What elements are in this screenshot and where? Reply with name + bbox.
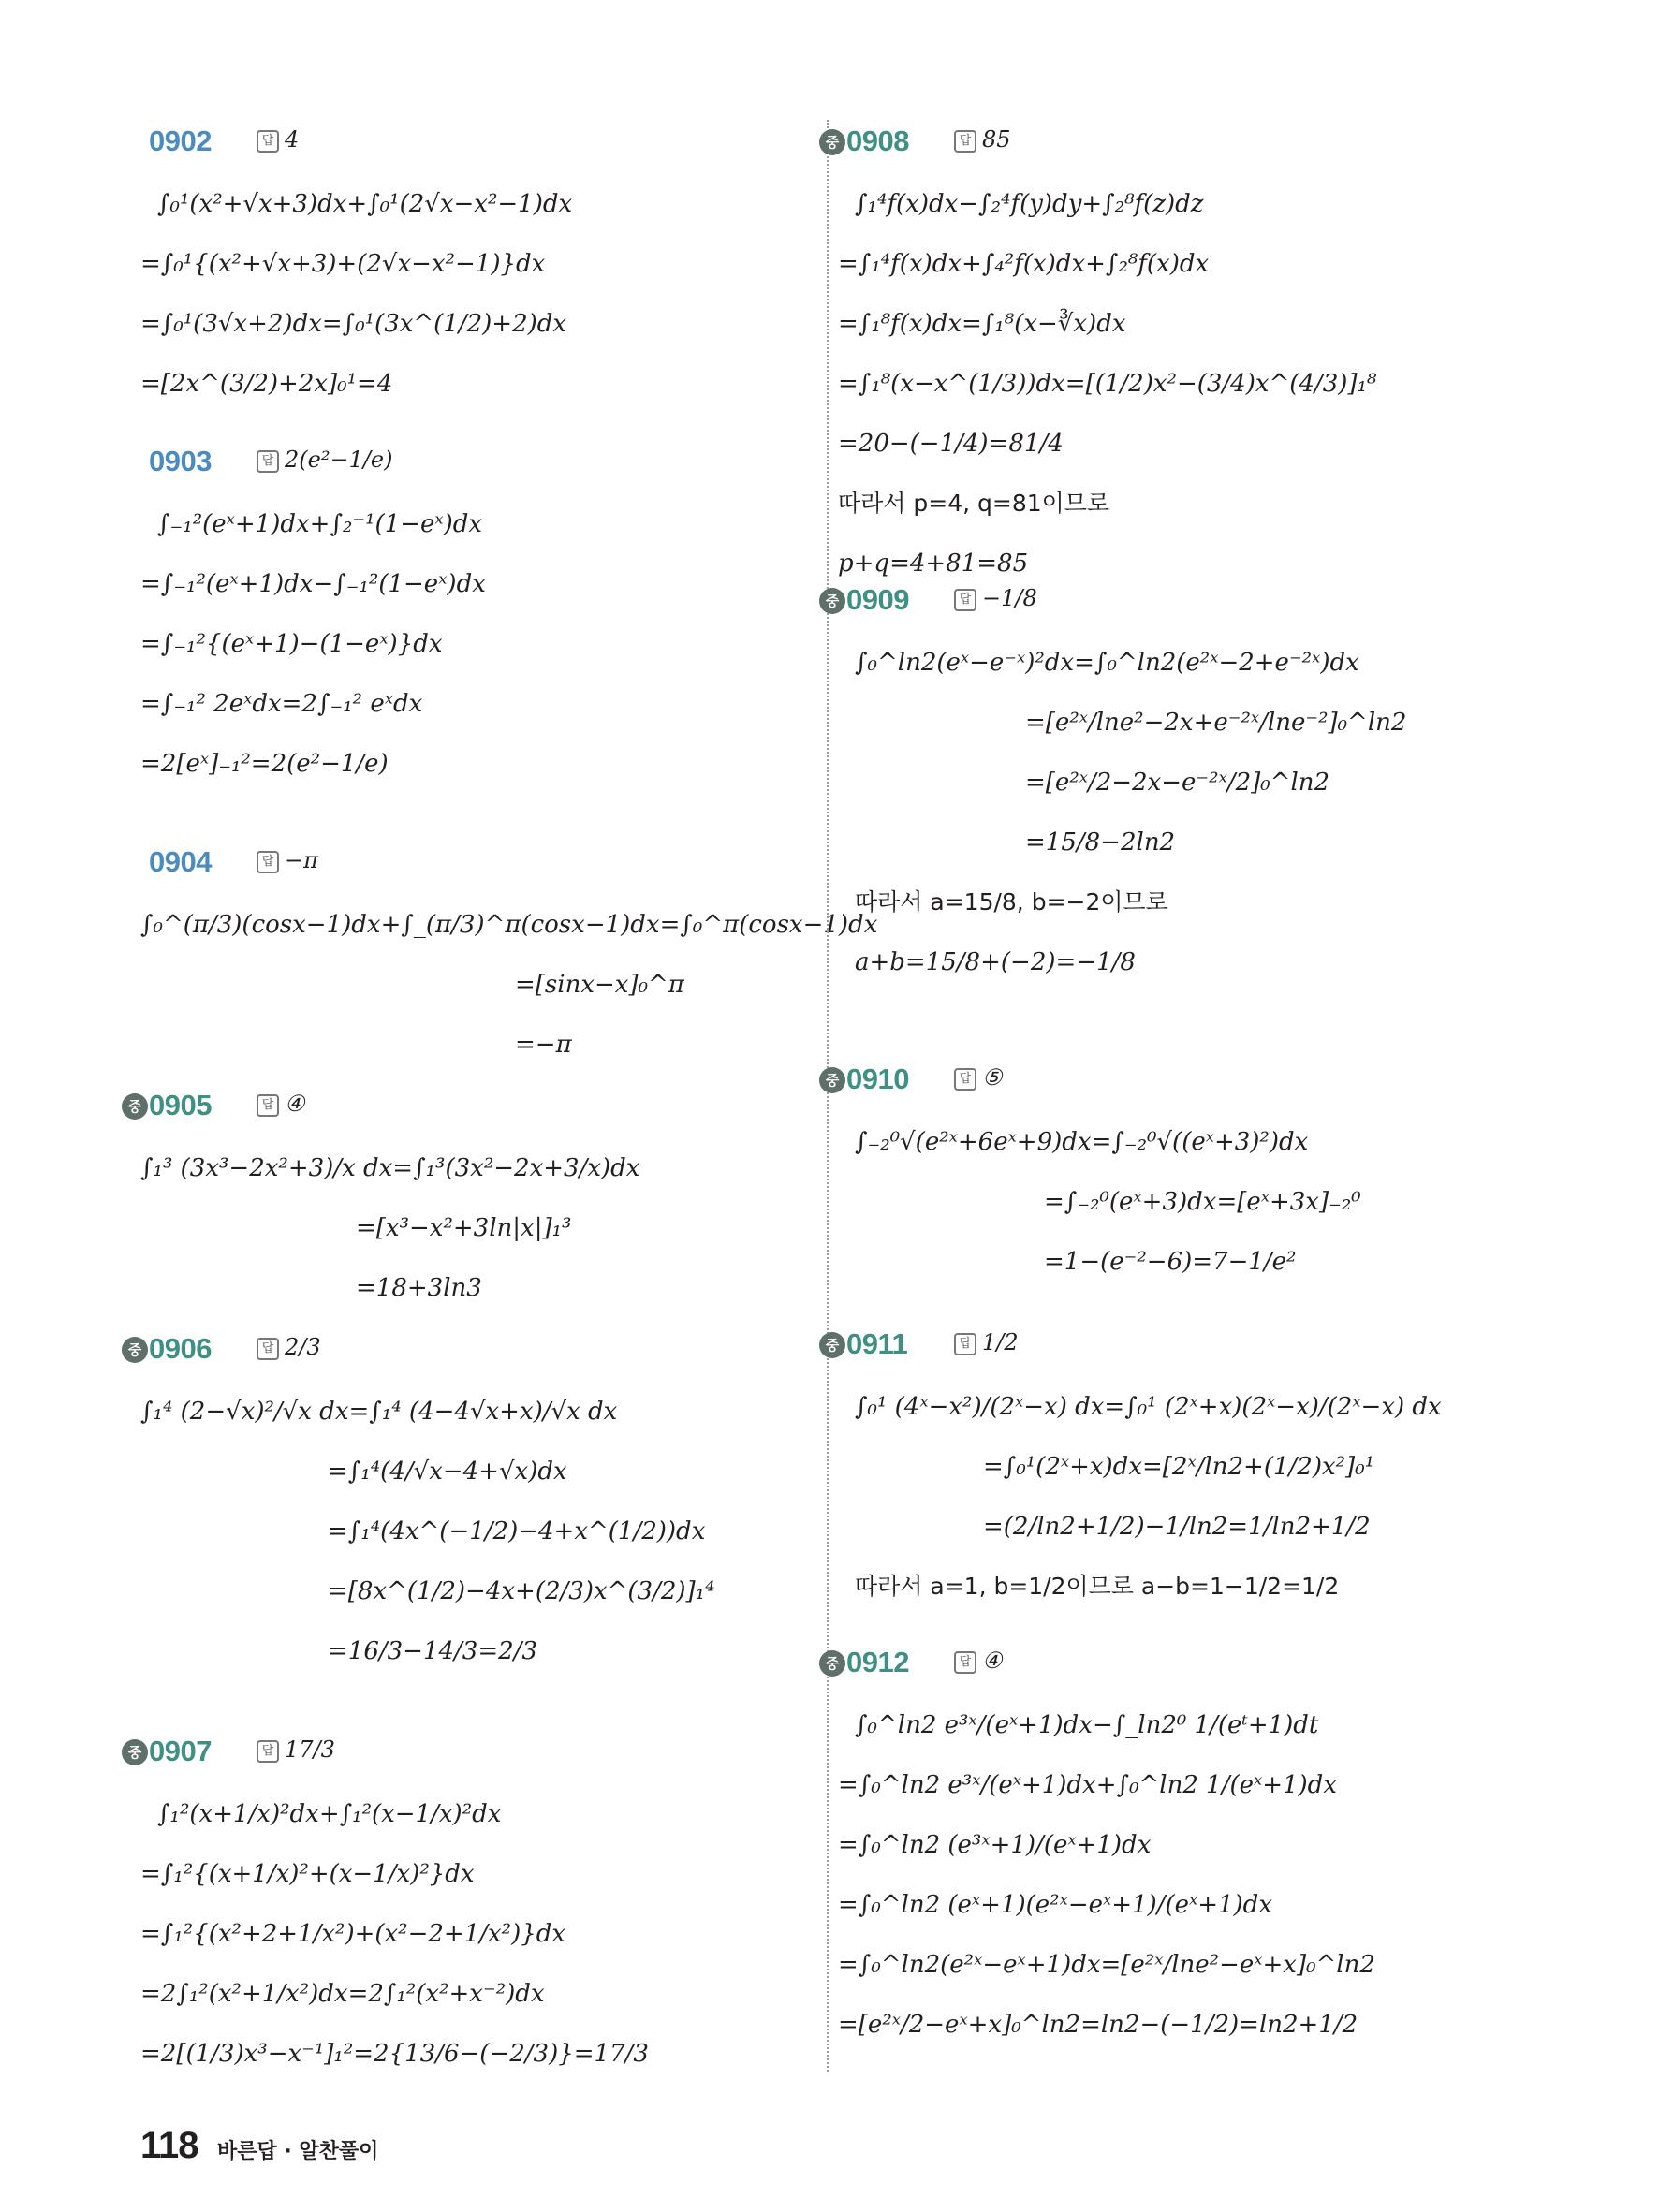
solution-line: =∫₋₁²(eˣ+1)dx−∫₋₁²(1−eˣ)dx (140, 570, 486, 598)
solution-line: ∫₁³ (3x³−2x²+3)/x dx=∫₁³(3x²−2x+3/x)dx (140, 1154, 640, 1182)
solution-line: ∫₁²(x+1/x)²dx+∫₁²(x−1/x)²dx (157, 1800, 502, 1828)
solution-line: ∫₁⁴ (2−√x)²/√x dx=∫₁⁴ (4−4√x+x)/√x dx (140, 1398, 618, 1426)
solution-line: =16/3−14/3=2/3 (328, 1637, 537, 1665)
solution-line: =∫₁⁴(4/√x−4+√x)dx (328, 1458, 567, 1486)
solution-line: =[8x^(1/2)−4x+(2/3)x^(3/2)]₁⁴ (328, 1577, 715, 1605)
answer-value: ④ (982, 1648, 1003, 1674)
problem-0910 (825, 1060, 1361, 1292)
solution-line: =∫₁⁴f(x)dx+∫₄²f(x)dx+∫₂⁸f(x)dx (838, 250, 1210, 278)
problem-0904 (140, 842, 877, 1075)
problem-number: 0904 (149, 845, 212, 878)
solution-line: =∫₁⁴(4x^(−1/2)−4+x^(1/2))dx (328, 1517, 706, 1545)
problem-number: 0906 (149, 1332, 212, 1365)
solution-line: a+b=15/8+(−2)=−1/8 (855, 948, 1136, 976)
answer-value: −1/8 (982, 585, 1037, 611)
answer-icon: 답 (954, 1651, 976, 1674)
difficulty-badge: 중 (819, 1650, 845, 1677)
answer-value: 4 (285, 126, 300, 153)
solution-line: 따라서 p=4, q=81이므로 (838, 490, 1110, 517)
problem-header (127, 1329, 715, 1382)
solution-line: ∫₀^ln2 e³ˣ/(eˣ+1)dx−∫_ln2⁰ 1/(eᵗ+1)dt (855, 1711, 1319, 1739)
problem-header (825, 1325, 1442, 1377)
page-footer (140, 2125, 378, 2167)
answer-icon: 답 (257, 1094, 279, 1117)
problem-header (140, 842, 877, 895)
difficulty-badge: 중 (122, 1093, 148, 1120)
solution-line: =[e²ˣ/2−2x−e⁻²ˣ/2]₀^ln2 (1025, 769, 1330, 797)
problem-header (140, 442, 486, 494)
difficulty-badge: 중 (122, 1739, 148, 1765)
solution-line: ∫₀¹ (4ˣ−x²)/(2ˣ−x) dx=∫₀¹ (2ˣ+x)(2ˣ−x)/(2ˣ−x) dx (855, 1393, 1442, 1421)
difficulty-badge: 중 (819, 1067, 845, 1093)
answer-icon: 답 (954, 1333, 976, 1355)
solution-line: =1−(e⁻²−6)=7−1/e² (1044, 1248, 1297, 1276)
answer-icon: 답 (954, 589, 976, 611)
solution-line: =∫₀¹(3√x+2)dx=∫₀¹(3x^(1/2)+2)dx (140, 310, 567, 338)
column-divider (827, 120, 829, 2072)
solution-line: =[sinx−x]₀^π (515, 971, 684, 999)
difficulty-badge: 중 (819, 588, 845, 614)
problem-number: 0908 (846, 125, 909, 157)
problem-header (825, 122, 1376, 174)
problem-number: 0911 (846, 1327, 908, 1360)
solution-line: 따라서 a=15/8, b=−2이므로 (855, 888, 1168, 916)
problem-number: 0907 (149, 1735, 212, 1767)
answer-value: ④ (285, 1091, 305, 1117)
problem-header (825, 1643, 1375, 1695)
answer-value: 85 (982, 126, 1011, 153)
solution-line: ∫₀¹(x²+√x+3)dx+∫₀¹(2√x−x²−1)dx (157, 190, 573, 218)
answer-value: ⑤ (982, 1064, 1003, 1091)
solution-line: =[2x^(3/2)+2x]₀¹=4 (140, 370, 393, 398)
problem-number: 0903 (149, 445, 212, 477)
problem-number: 0910 (846, 1062, 909, 1095)
solution-line: =15/8−2ln2 (1025, 828, 1176, 857)
solution-line: ∫₋₂⁰√(e²ˣ+6eˣ+9)dx=∫₋₂⁰√((eˣ+3)²)dx (855, 1128, 1309, 1156)
problem-header (127, 1086, 639, 1138)
answer-icon: 답 (257, 1740, 279, 1763)
problem-header (825, 1060, 1361, 1112)
solution-line: =2[(1/3)x³−x⁻¹]₁²=2{13/6−(−2/3)}=17/3 (140, 2040, 649, 2068)
answer-value: 2(e²−1/e) (285, 447, 393, 473)
solution-line: =∫₀¹(2ˣ+x)dx=[2ˣ/ln2+(1/2)x²]₀¹ (983, 1453, 1375, 1481)
problem-0905 (127, 1086, 640, 1318)
problem-0909 (825, 580, 1407, 992)
problem-0902 (140, 122, 572, 414)
answer-icon: 답 (257, 1338, 279, 1360)
solution-line: 따라서 a=1, b=1/2이므로 a−b=1−1/2=1/2 (855, 1573, 1340, 1600)
problem-number: 0902 (149, 125, 212, 157)
solution-line: =∫₋₁²{(eˣ+1)−(1−eˣ)}dx (140, 630, 443, 658)
problem-header (825, 580, 1406, 633)
solution-line: ∫₋₁²(eˣ+1)dx+∫₂⁻¹(1−eˣ)dx (157, 510, 483, 538)
answer-value: 1/2 (982, 1329, 1019, 1355)
solution-line: =∫₁²{(x²+2+1/x²)+(x²−2+1/x²)}dx (140, 1920, 566, 1948)
footer-title: 바른답 · 알찬풀이 (216, 2140, 379, 2163)
solution-line: =∫₀^ln2 e³ˣ/(eˣ+1)dx+∫₀^ln2 1/(eˣ+1)dx (838, 1771, 1337, 1799)
solution-line: =2∫₁²(x²+1/x²)dx=2∫₁²(x²+x⁻²)dx (140, 1980, 545, 2008)
problem-0908 (825, 122, 1377, 593)
solution-line: =∫₁⁸f(x)dx=∫₁⁸(x−∛x)dx (838, 310, 1126, 338)
solution-line: =20−(−1/4)=81/4 (838, 430, 1064, 458)
answer-value: −π (285, 847, 318, 873)
problem-header (140, 122, 572, 174)
problem-0906 (127, 1329, 715, 1681)
answer-icon: 답 (257, 851, 279, 873)
solution-line: =∫₋₂⁰(eˣ+3)dx=[eˣ+3x]₋₂⁰ (1044, 1188, 1361, 1216)
problem-0907 (127, 1732, 649, 2084)
solution-line: =[e²ˣ/2−eˣ+x]₀^ln2=ln2−(−1/2)=ln2+1/2 (838, 2011, 1358, 2039)
difficulty-badge: 중 (819, 1332, 845, 1358)
problem-number: 0909 (846, 583, 909, 616)
problem-0911 (825, 1325, 1442, 1617)
solution-line: =∫₁⁸(x−x^(1/3))dx=[(1/2)x²−(3/4)x^(4/3)]₁⁸ (838, 370, 1377, 398)
answer-icon: 답 (954, 130, 976, 153)
solution-line: ∫₀^ln2(eˣ−e⁻ˣ)²dx=∫₀^ln2(e²ˣ−2+e⁻²ˣ)dx (855, 649, 1359, 677)
solution-line: ∫₁⁴f(x)dx−∫₂⁴f(y)dy+∫₂⁸f(z)dz (855, 190, 1204, 218)
solution-line: ∫₀^(π/3)(cosx−1)dx+∫_(π/3)^π(cosx−1)dx=∫₀^π(cosx−1)dx (140, 911, 878, 939)
problem-header (127, 1732, 649, 1784)
solution-line: =18+3ln3 (356, 1274, 482, 1302)
solution-line: =∫₀^ln2(e²ˣ−eˣ+1)dx=[e²ˣ/lne²−eˣ+x]₀^ln2 (838, 1951, 1375, 1979)
answer-icon: 답 (954, 1068, 976, 1091)
solution-line: =−π (515, 1031, 572, 1059)
solution-line: =(2/ln2+1/2)−1/ln2=1/ln2+1/2 (983, 1513, 1371, 1541)
solution-line: =∫₀^ln2 (e³ˣ+1)/(eˣ+1)dx (838, 1831, 1152, 1859)
answer-icon: 답 (257, 450, 279, 473)
solution-line: =2[eˣ]₋₁²=2(e²−1/e) (140, 750, 389, 778)
solution-line: =∫₀^ln2 (eˣ+1)(e²ˣ−eˣ+1)/(eˣ+1)dx (838, 1891, 1272, 1919)
problem-0903 (140, 442, 486, 794)
problem-number: 0912 (846, 1646, 909, 1678)
difficulty-badge: 중 (122, 1337, 148, 1363)
solution-line: =∫₁²{(x+1/x)²+(x−1/x)²}dx (140, 1860, 475, 1888)
page-number: 118 (140, 2125, 198, 2166)
difficulty-badge: 중 (819, 129, 845, 155)
solution-line: =[x³−x²+3ln|x|]₁³ (356, 1214, 572, 1242)
solution-line: =∫₋₁² 2eˣdx=2∫₋₁² eˣdx (140, 690, 423, 718)
answer-icon: 답 (257, 130, 279, 153)
solution-line: =∫₀¹{(x²+√x+3)+(2√x−x²−1)}dx (140, 250, 546, 278)
solution-line: =[e²ˣ/lne²−2x+e⁻²ˣ/lne⁻²]₀^ln2 (1025, 709, 1407, 737)
solution-line: p+q=4+81=85 (838, 549, 1029, 578)
problem-0912 (825, 1643, 1375, 2055)
answer-value: 17/3 (285, 1736, 335, 1763)
problem-number: 0905 (149, 1089, 212, 1121)
answer-value: 2/3 (285, 1334, 321, 1360)
